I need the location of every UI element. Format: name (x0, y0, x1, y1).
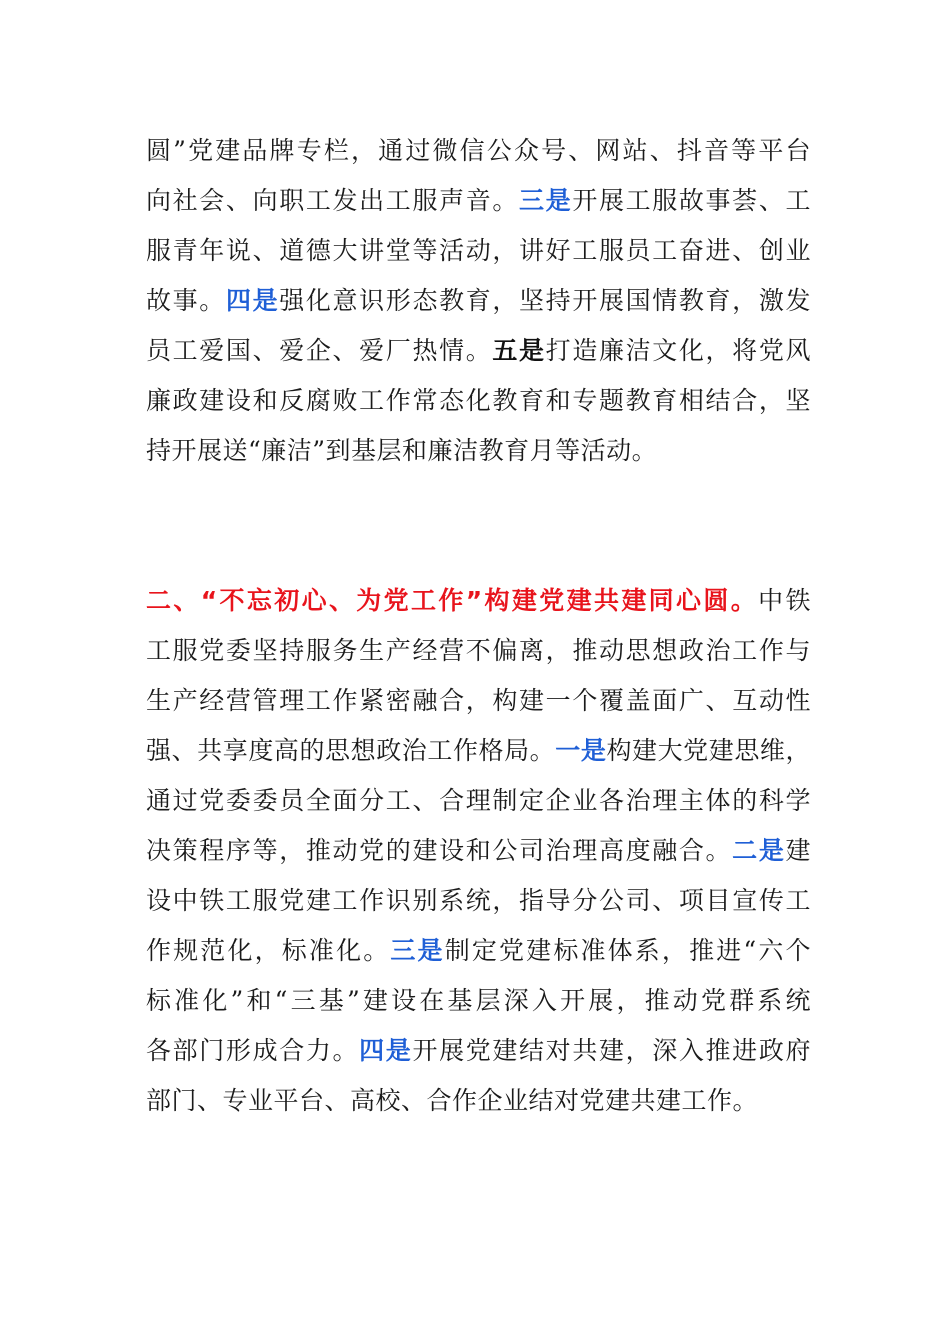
paragraph-party-brand (146, 126, 811, 476)
text-line (146, 726, 811, 776)
text-line (146, 376, 811, 426)
text-run: 构建大党建思维， (606, 736, 811, 765)
text-line (146, 676, 811, 726)
item-marker-three: 三是 (519, 186, 573, 215)
text-run: 持开展送“廉洁”到基层和廉洁教育月等活动。 (146, 436, 658, 465)
text-run: 工服党委坚持服务生产经营不偏离，推动思想政治工作与 (146, 636, 811, 665)
text-line (146, 826, 811, 876)
text-run: 向社会、向职工发出工服声音。 (146, 186, 520, 215)
text-line (146, 226, 811, 276)
text-run: 标准化”和“三基”建设在基层深入开展，推动党群系统 (146, 986, 811, 1015)
text-run: 圆”党建品牌专栏，通过微信公众号、网站、抖音等平台 (146, 136, 811, 165)
text-run: 各部门形成合力。 (146, 1036, 360, 1065)
text-line (146, 176, 811, 226)
text-run: 服青年说、道德大讲堂等活动，讲好工服员工奋进、创业 (146, 236, 811, 265)
text-run: 制定党建标准体系，推进“六个 (444, 936, 811, 965)
item-marker-five: 五是 (492, 336, 546, 365)
text-run: 中铁 (758, 586, 811, 615)
text-run: 开展党建结对共建，深入推进政府 (412, 1036, 811, 1065)
item-marker-two: 二是 (732, 836, 786, 865)
text-run: 打造廉洁文化，将党风 (545, 336, 811, 365)
item-marker-four: 四是 (359, 1036, 413, 1065)
text-line (146, 126, 811, 176)
text-line (146, 976, 811, 1026)
text-run: 故事。 (146, 286, 226, 315)
text-run: 决策程序等，推动党的建设和公司治理高度融合。 (146, 836, 733, 865)
section-heading: 二、“不忘初心、为党工作”构建党建共建同心圆。 (146, 586, 759, 615)
text-run: 部门、专业平台、高校、合作企业结对党建共建工作。 (146, 1086, 759, 1115)
text-run: 通过党委委员全面分工、合理制定企业各治理主体的科学 (146, 786, 811, 815)
text-line (146, 626, 811, 676)
text-run: 建 (785, 836, 811, 865)
text-run: 作规范化，标准化。 (146, 936, 391, 965)
text-line (146, 426, 811, 476)
text-run: 生产经营管理工作紧密融合，构建一个覆盖面广、互动性 (146, 686, 811, 715)
text-line (146, 926, 811, 976)
text-run: 强化意识形态教育，坚持开展国情教育，激发 (279, 286, 811, 315)
text-run: 设中铁工服党建工作识别系统，指导分公司、项目宣传工 (146, 886, 811, 915)
text-line (146, 326, 811, 376)
text-line (146, 276, 811, 326)
item-marker-four: 四是 (225, 286, 280, 315)
text-run: 员工爱国、爱企、爱厂热情。 (146, 336, 493, 365)
item-marker-one: 一是 (555, 736, 607, 765)
text-line (146, 776, 811, 826)
text-line (146, 576, 811, 626)
text-run: 廉政建设和反腐败工作常态化教育和专题教育相结合，坚 (146, 386, 811, 415)
text-run: 开展工服故事荟、工 (572, 186, 811, 215)
text-run: 强、共享度高的思想政治工作格局。 (146, 736, 556, 765)
text-line (146, 1076, 811, 1126)
text-line (146, 876, 811, 926)
text-line (146, 1026, 811, 1076)
item-marker-three: 三是 (390, 936, 445, 965)
paragraph-party-building (146, 576, 811, 1126)
